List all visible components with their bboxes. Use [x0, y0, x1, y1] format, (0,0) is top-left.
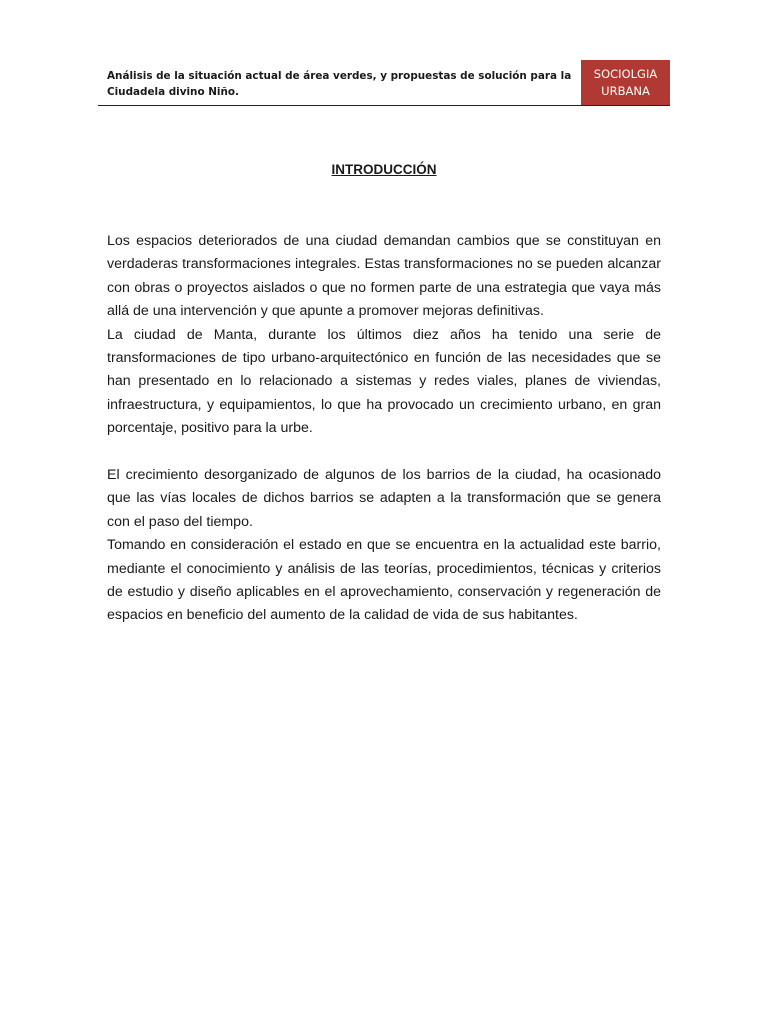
header-badge-line2: URBANA — [601, 83, 650, 98]
paragraph-1: Los espacios deteriorados de una ciudad demandan cambios que se constituyan en verdaderas transformaciones integrales. Estas transformaciones no se pueden alcanzar con obras o proyectos aislados o que no formen parte de una estrategia que vaya más allá de una intervención y que apunte a promover mejoras definitivas. — [107, 233, 661, 320]
document-title: INTRODUCCIÓN — [331, 162, 437, 177]
header-badge-line1: SOCIOLGIA — [593, 66, 658, 81]
paragraph-3: El crecimiento desorganizado de algunos de los barrios de la ciudad, ha ocasionado que las vías locales de dichos barrios se adapten a la transformación que se genera con el paso del tiempo. — [107, 467, 661, 530]
paragraph-2: La ciudad de Manta, durante los últimos diez años ha tenido una serie de transformaciones de tipo urbano-arquitectónico en función de las necesidades que se han presentado en lo relacionado a sistemas y redes viales, planes de viviendas, infraestructura, y equipamientos, lo que ha provocado un crecimiento urbano, en gran porcentaje, positivo para la urbe. — [107, 326, 661, 437]
header-divider — [98, 105, 670, 106]
page-header — [98, 60, 670, 105]
paragraph-spacer — [107, 441, 661, 464]
document-body — [107, 230, 661, 628]
header-title: Análisis de la situación actual de área verdes, y propuestas de solución para la Ciudadela divino Niño. — [107, 70, 572, 98]
header-badge — [581, 60, 670, 105]
paragraph-4: Tomando en consideración el estado en que se encuentra en la actualidad este barrio, mediante el conocimiento y análisis de las teorías, procedimientos, técnicas y criterios de estudio y diseño aplicables en el aprovechamiento, conservación y regeneración de espacios en beneficio del aumento de la calidad de vida de sus habitantes. — [107, 537, 661, 624]
